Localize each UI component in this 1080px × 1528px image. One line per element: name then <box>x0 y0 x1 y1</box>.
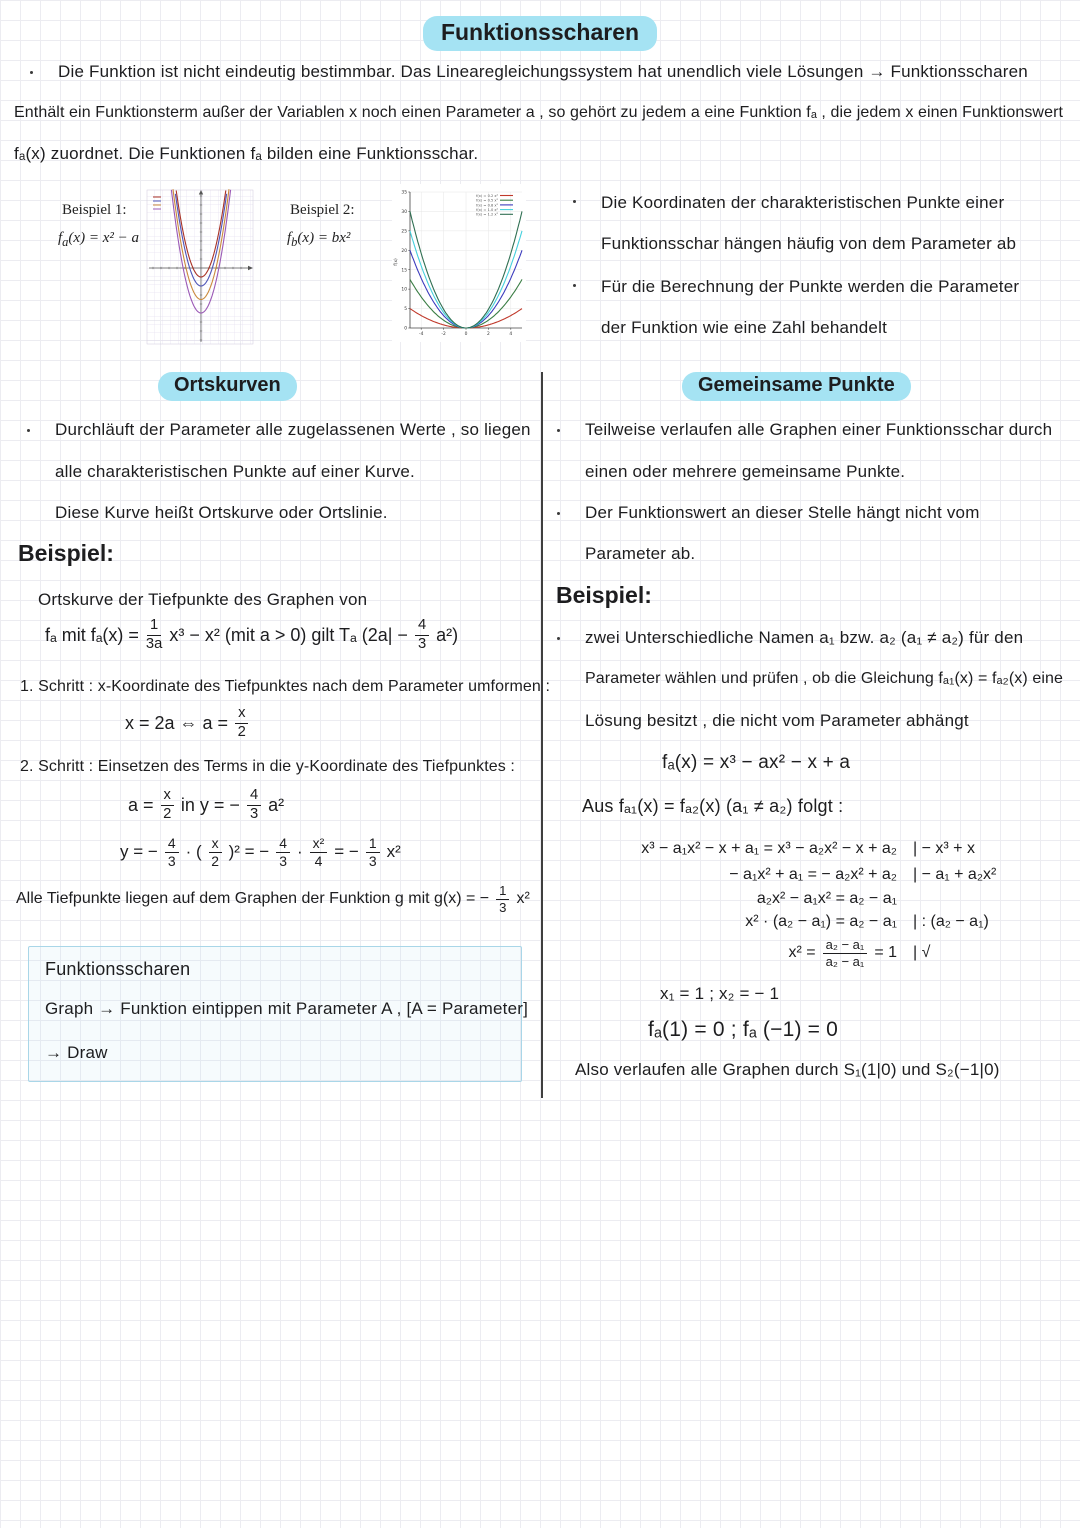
fraction: $\frac{4}{3}$ <box>165 836 179 868</box>
equation-row: a₂x² − a₁x² = a₂ − a₁ <box>756 890 897 907</box>
gem-result: fₐ(1) = 0 ; fₐ (−1) = 0 <box>648 1018 839 1041</box>
gem-aus-line: Aus fₐ₁(x) = fₐ₂(x) (a₁ ≠ a₂) folgt : <box>582 796 844 816</box>
equation-row: − a₁x² + a₁ = − a₂x² + a₂ | − a₁ + a₂x² <box>729 866 997 883</box>
gem-p1-line1: Teilweise verlaufen alle Graphen einer Funktionsschar durch <box>585 420 1052 440</box>
orts-step2-eq2: y = − $\frac{4}{3}$ · ( x 2 )² = − $\frac{4}{3}$ · $\frac{\text{x²}}{4}$ = − $\frac{1}{3}$ x² <box>120 835 401 869</box>
calculator-notebox <box>28 946 529 1082</box>
bullet-dot <box>557 512 560 515</box>
orts-beispiel-label: Beispiel: <box>18 540 114 566</box>
orts-example-intro: Ortskurve der Tiefpunkte des Graphen von <box>38 590 368 609</box>
notebox-title: Funktionsscharen <box>45 959 191 979</box>
fraction: $\frac{4}{3}$ <box>276 836 290 868</box>
gem-p1-line2: einen oder mehrere gemeinsame Punkte. <box>585 462 906 481</box>
equation-row-fraction: x² = $\frac{\text{a₂ − a₁}}{\text{a₂ − a₁}}$ = 1 | √ <box>788 937 931 969</box>
gem-formula: fₐ(x) = x³ − ax² − x + a <box>662 752 851 773</box>
svg-text:30: 30 <box>401 210 407 216</box>
gem-conclusion: Also verlaufen alle Graphen durch S₁(1|0) und S₂(−1|0) <box>575 1060 1000 1079</box>
orts-p1-line1: Durchläuft der Parameter alle zugelassenen Werte , so liegen <box>55 420 531 440</box>
gem-p3-line1: zwei Unterschiedliche Namen a₁ bzw. a₂ (a₁ ≠ a₂) für den <box>585 628 1023 648</box>
notebox-line2: → Draw <box>45 1043 108 1062</box>
gemeinsame-heading: Gemeinsame Punkte <box>682 372 911 401</box>
beispiel2-formula: $f_b(x) = bx^2$ <box>287 230 351 249</box>
svg-text:25: 25 <box>401 229 407 235</box>
bullet-dot <box>27 429 30 432</box>
fraction: $\frac{1}{3}$ <box>366 836 380 868</box>
svg-text:2: 2 <box>487 332 490 337</box>
intro-line-2: Enthält ein Funktionsterm außer der Variablen x noch einen Parameter a , so gehört zu jedem a eine Funktion fₐ , die jedem x einen Funktionswert <box>14 104 1064 121</box>
orts-p2: Diese Kurve heißt Ortskurve oder Ortslinie. <box>55 503 388 522</box>
svg-text:4: 4 <box>509 332 513 337</box>
intro-line-3: fₐ(x) zuordnet. Die Funktionen fₐ bilden eine Funktionsschar. <box>14 144 479 163</box>
bullet-dot <box>30 71 33 74</box>
fraction: $\frac{\text{a₂ − a₁}}{\text{a₂ − a₁}}$ <box>823 938 868 968</box>
svg-text:0: 0 <box>404 326 407 332</box>
svg-text:f(x) = 0.5 x²: f(x) = 0.5 x² <box>476 198 498 203</box>
page-header <box>0 16 1080 51</box>
beispiel2-label: Beispiel 2: <box>290 202 355 218</box>
orts-step2-eq1: a = $\frac{x}{2}$ in y = − $\frac{4}{3}$ a² <box>128 787 285 822</box>
fraction: x 2 <box>209 836 222 868</box>
bullet-dot <box>573 284 576 287</box>
fraction: $\frac{x}{2}$ <box>235 706 248 740</box>
gem-beispiel-label: Beispiel: <box>556 582 652 608</box>
fraction: $\frac{4}{3}$ <box>247 788 261 822</box>
gem-p3-line3: Lösung besitzt , die nicht vom Parameter abhängt <box>585 711 969 730</box>
fraction: $\frac{1}{3a}$ <box>145 617 163 652</box>
fraction: $\frac{\text{x²}}{4}$ <box>310 836 328 868</box>
svg-text:0: 0 <box>464 332 468 337</box>
svg-text:-2: -2 <box>441 332 446 337</box>
svg-text:20: 20 <box>401 248 407 254</box>
svg-text:-4: -4 <box>419 332 424 337</box>
bullet-dot <box>573 200 576 203</box>
equation-row: x³ − a₁x² − x + a₁ = x³ − a₂x² − x + a₂ | − x³ + x <box>641 840 975 857</box>
svg-text:f(x) = 1.2 x²: f(x) = 1.2 x² <box>476 212 498 217</box>
beispiel1-label: Beispiel 1: <box>62 202 127 218</box>
svg-text:5: 5 <box>404 307 407 313</box>
orts-formula: fₐ mit fₐ(x) = $\frac{1}{3a}$ x³ − x² (mit a > 0) gilt Tₐ (2a| − $\frac{4}{3}$ a²) <box>45 617 459 652</box>
orts-p1-line2: alle charakteristischen Punkte auf einer Kurve. <box>55 462 415 481</box>
gem-solutions: x₁ = 1 ; x₂ = − 1 <box>660 984 780 1003</box>
gem-p2-line2: Parameter ab. <box>585 544 696 563</box>
svg-text:15: 15 <box>401 268 407 274</box>
bullet-dot <box>557 429 560 432</box>
orts-step2: 2. Schritt : Einsetzen des Terms in die y-Koordinate des Tiefpunktes : <box>20 758 515 775</box>
fraction: $\frac{1}{3}$ <box>496 884 509 915</box>
gem-p2-line1: Der Funktionswert an dieser Stelle hängt nicht vom <box>585 503 980 523</box>
svg-text:35: 35 <box>401 190 407 196</box>
beispiel2-chart <box>392 184 526 342</box>
fraction: $\frac{x}{2}$ <box>161 788 174 822</box>
orts-step1: 1. Schritt : x-Koordinate des Tiefpunktes nach dem Parameter umformen : <box>20 678 551 695</box>
gem-p3-line2: Parameter wählen und prüfen , ob die Gleichung fₐ₁(x) = fₐ₂(x) eine <box>585 670 1064 687</box>
beispiel1-formula: $f_a(x) = x^2 - a$ <box>58 230 139 249</box>
svg-text:f(x) = 1.0 x²: f(x) = 1.0 x² <box>476 208 498 212</box>
fraction: $\frac{4}{3}$ <box>415 618 429 652</box>
note-koordinaten: Die Koordinaten der charakteristischen Punkte einer Funktionsschar hängen häufig von dem Parameter ab <box>601 182 1016 264</box>
equation-row: x² · (a₂ − a₁) = a₂ − a₁ | : (a₂ − a₁) <box>745 913 989 930</box>
intro-line-1: Die Funktion ist nicht eindeutig bestimmbar. Das Linearegleichungssystem hat unendlich viele Lösungen → Funktionsscharen <box>58 62 1028 82</box>
orts-conclusion: Alle Tiefpunkte liegen auf dem Graphen der Funktion g mit g(x) = − $\frac{1}{3}$ x² <box>16 883 530 915</box>
orts-step1-equation: x = 2a ⇔ a = $\frac{x}{2}$ <box>125 706 250 740</box>
svg-text:f(x) = 0.8 x²: f(x) = 0.8 x² <box>476 203 498 208</box>
column-divider <box>541 372 543 1098</box>
beispiel1-chart <box>146 188 254 346</box>
bullet-dot <box>557 637 560 640</box>
svg-text:f(x): f(x) <box>394 258 399 266</box>
ortskurven-heading: Ortskurven <box>158 372 297 401</box>
svg-text:10: 10 <box>401 287 407 293</box>
page-title: Funktionsscharen <box>423 16 657 51</box>
note-berechnung: Für die Berechnung der Punkte werden die Parameter der Funktion wie eine Zahl behandelt <box>601 266 1019 348</box>
svg-text:f(x) = 0.2 x²: f(x) = 0.2 x² <box>476 193 498 198</box>
notebox-line1: Graph → Funktion eintippen mit Parameter A , [A = Parameter] <box>45 999 529 1018</box>
